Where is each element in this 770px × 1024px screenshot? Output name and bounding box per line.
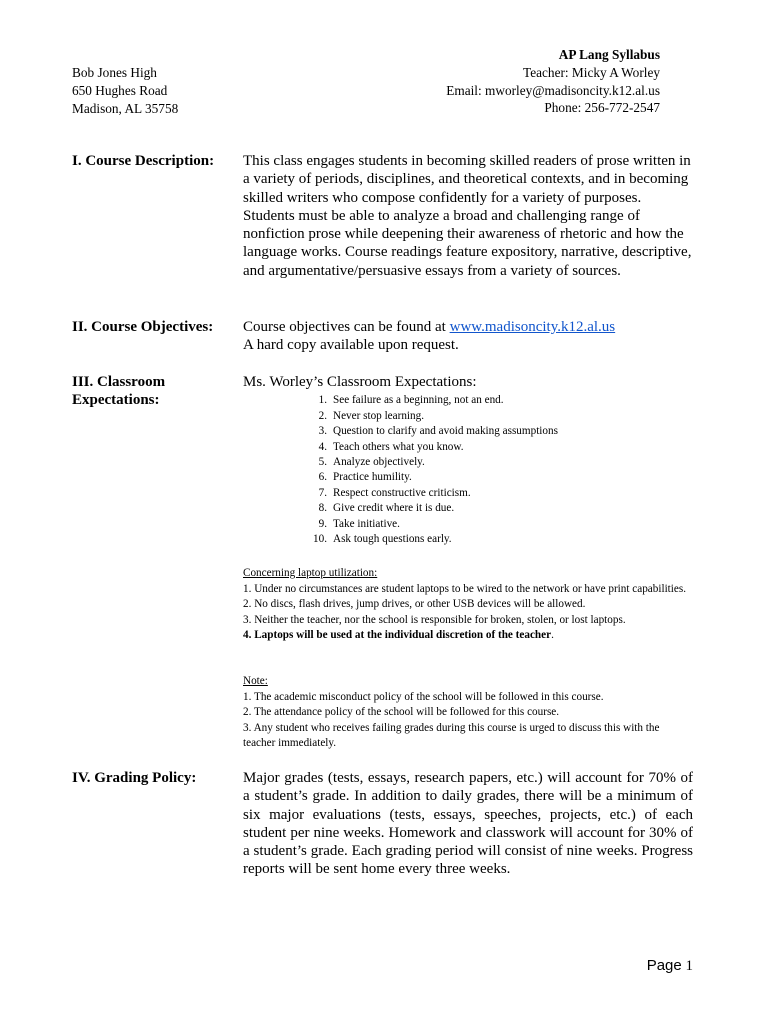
note-item: 2. The attendance policy of the school will be followed for this course. — [243, 706, 560, 718]
laptop-heading: Concerning laptop utilization: — [243, 567, 378, 579]
teacher-name: Teacher: Micky A Worley — [523, 64, 660, 80]
list-item: 3. Question to clarify and avoid making assumptions — [318, 425, 558, 438]
note-item: 1. The academic misconduct policy of the school will be followed in this course. — [243, 690, 604, 703]
notes — [243, 674, 693, 752]
syllabus-title: AP Lang Syllabus — [558, 47, 660, 62]
course-objectives-hard-copy: A hard copy available upon request. — [243, 337, 459, 354]
laptop-rule: 4. Laptops will be used at the individual discretion of the teacher. — [243, 629, 554, 641]
grading-policy-label: IV. Grading Policy: — [72, 770, 197, 786]
school-street: 650 Hughes Road — [72, 82, 168, 98]
course-objectives-text — [243, 318, 693, 355]
course-objectives-prefix: Course objectives can be found at — [243, 319, 450, 335]
school-city: Madison, AL 35758 — [72, 100, 179, 116]
teacher-contact-block — [446, 46, 660, 117]
list-item: 9. Take initiative. — [318, 517, 400, 530]
laptop-rule: 3. Neither the teacher, nor the school is responsible for broken, stolen, or lost laptops. — [243, 613, 626, 626]
classroom-expectations-label: III. Classroom Expectations: — [72, 374, 166, 409]
teacher-email: Email: mworley@madisoncity.k12.al.us — [446, 82, 660, 98]
laptop-rule: 2. No discs, flash drives, jump drives, or other USB devices will be allowed. — [243, 598, 586, 610]
list-item: 4. Teach others what you know. — [318, 440, 464, 453]
page-word: Page — [646, 957, 682, 974]
list-item: 7. Respect constructive criticism. — [318, 486, 471, 499]
course-description-text: This class engages students in becoming skilled readers of prose written in a variety of periods, disciplines, and theoretical contexts, and in becoming skilled writers who compose confidently for a variety of purposes. Students must be able to analyze a broad and challenging range of nonfiction prose while deepening their awareness of rhetoric and how the language works. Course readings feature expository, narrative, descriptive, and argumentative/persuasive essays from a variety of sources. — [243, 153, 692, 279]
page-num: 1 — [685, 958, 693, 974]
list-item: 1. See failure as a beginning, not an end. — [318, 394, 504, 407]
classroom-expectations-section — [243, 373, 693, 547]
expectations-heading: Ms. Worley’s Classroom Expectations: — [243, 374, 477, 390]
course-description-label: I. Course Description: — [72, 153, 215, 169]
course-objectives-label: II. Course Objectives: — [72, 319, 214, 335]
laptop-rules — [243, 566, 693, 644]
note-item: 3. Any student who receives failing grades during this course is urged to discuss this with the teacher immediately. — [243, 721, 660, 749]
list-item: 10. Ask tough questions early. — [313, 532, 452, 545]
list-item: 8. Give credit where it is due. — [318, 502, 455, 515]
school-name: Bob Jones High — [72, 65, 157, 80]
note-heading: Note: — [243, 675, 268, 687]
school-address-block — [72, 64, 178, 117]
teacher-phone: Phone: 256-772-2547 — [544, 100, 660, 116]
list-item: 2. Never stop learning. — [318, 409, 425, 422]
laptop-rule: 1. Under no circumstances are student laptops to be wired to the network or have print capabilities. — [243, 582, 687, 595]
grading-policy-text: Major grades (tests, essays, research papers, etc.) will account for 70% of a student’s grade. In addition to daily grades, there will be a minimum of six major evaluations (tests, essays, speeches, projects, etc.) of each student per nine weeks. Homework and classwork will account for 30% of a student’s grade. Each grading period will consist of nine weeks. Progress reports will be sent home every three weeks. — [243, 770, 693, 878]
list-item: 5. Analyze objectively. — [318, 455, 425, 468]
list-item: 6. Practice humility. — [318, 471, 412, 484]
school-website-link[interactable]: www.madisoncity.k12.al.us — [449, 319, 616, 335]
page-number — [647, 957, 693, 975]
expectations-list — [243, 393, 693, 547]
